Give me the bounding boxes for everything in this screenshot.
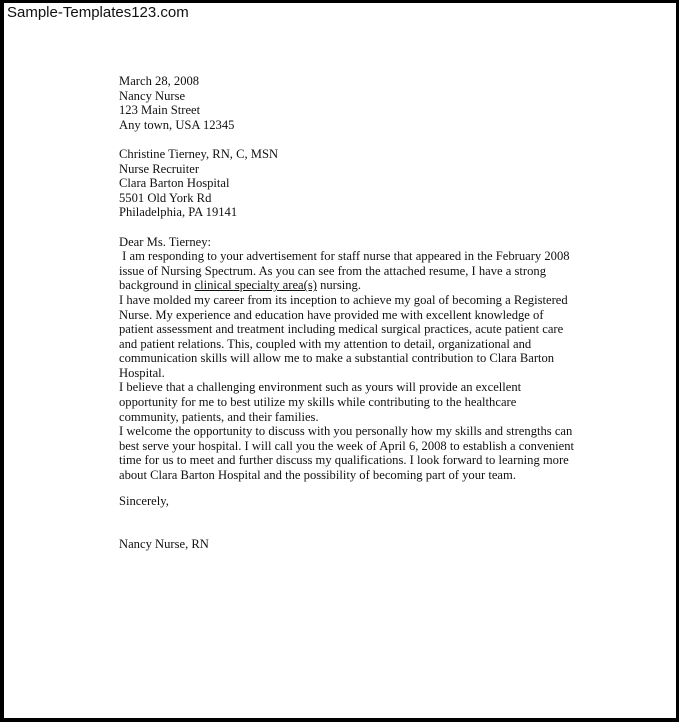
sender-name: Nancy Nurse — [119, 88, 186, 103]
recipient-organization: Clara Barton Hospital — [119, 176, 230, 191]
recipient-street: 5501 Old York Rd — [119, 190, 212, 205]
paragraph-2: I have molded my career from its inception to achieve my goal of becoming a Registered Nurse. My experience and education have provided me with excellent knowledge of patient assessment and treatment including medical surgical practices, acute patient care and patient relations. This, coupled with my attention to detail, organizational and communication skills will allow me to make a substantial contribution to Clara Barton Hospital. — [119, 292, 568, 380]
salutation: Dear Ms. Tierney: — [119, 234, 211, 249]
sender-address — [119, 89, 579, 133]
recipient-city: Philadelphia, PA 19141 — [119, 205, 238, 220]
letter-date: March 28, 2008 — [119, 74, 200, 88]
underlined-placeholder: clinical specialty area(s) — [194, 278, 317, 293]
recipient-name: Christine Tierney, RN, C, MSN — [119, 146, 279, 161]
signature: Nancy Nurse, RN — [119, 537, 209, 552]
closing: Sincerely, — [119, 493, 169, 508]
recipient-title: Nurse Recruiter — [119, 161, 200, 176]
site-watermark: Sample-Templates123.com — [7, 4, 189, 21]
sender-city: Any town, USA 12345 — [119, 117, 235, 132]
paragraph-1-before: I am responding to your advertisement for staff nurse that appeared in the February 2008 issue of Nursing Spectrum. As you can see from the attached resume, I have a strong background in — [119, 249, 573, 293]
document-page — [4, 3, 676, 718]
recipient-address — [119, 147, 579, 220]
paragraph-3: I believe that a challenging environment such as yours will provide an excellent opportunity for me to best utilize my skills while contributing to the healthcare community, patients, and their families. — [119, 380, 522, 424]
cover-letter — [119, 74, 579, 552]
sender-street: 123 Main Street — [119, 103, 201, 118]
paragraph-1-after: nursing. — [316, 278, 361, 293]
paragraph-4: I welcome the opportunity to discuss with you personally how my skills and strengths can best serve your hospital. I will call you the week of April 6, 2008 to establish a convenient time for us to meet and further discuss my qualifications. I look forward to learning more about Clara Barton Hospital and the possibility of becoming part of your team. — [119, 424, 575, 483]
paragraph-1 — [119, 249, 579, 293]
